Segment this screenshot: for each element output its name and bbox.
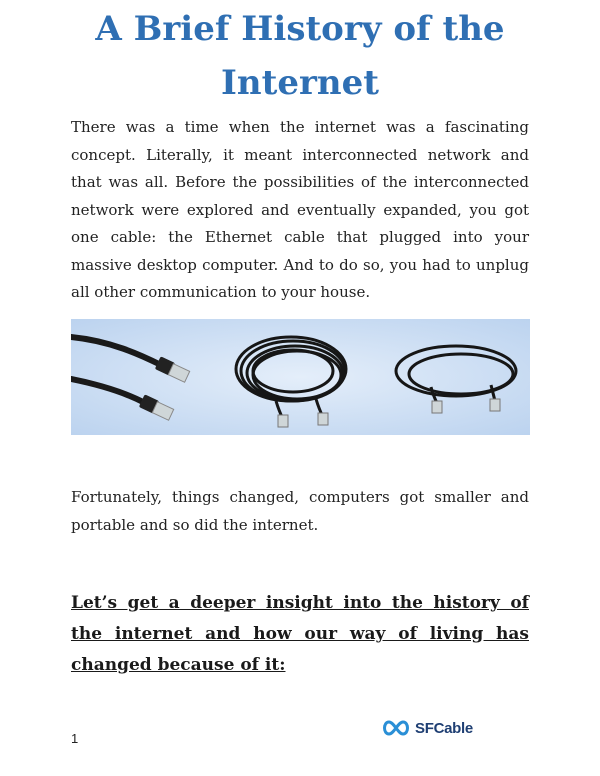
section-heading: Let’s get a deeper insight into the history of the internet and how our way of living has changed because of it: xyxy=(71,593,529,675)
page-title: A Brief History of the Internet xyxy=(95,9,505,103)
page-number: 1 xyxy=(71,731,79,746)
infinity-logo-icon xyxy=(381,718,411,738)
intro-paragraph: There was a time when the internet was a fascinating concept. Literally, it meant interconnected network and that was all. Before the possibilities of the interconnected network were explored and eventually expanded, you got one cable: the Ethernet cable that plugged into your massive desktop computer. And to do so, you had to unplug all other communication to your house. xyxy=(71,118,529,301)
sfcable-logo xyxy=(381,717,473,739)
logo-text: SFCable xyxy=(415,719,473,737)
second-paragraph: Fortunately, things changed, computers got smaller and portable and so did the internet. xyxy=(71,488,529,534)
ethernet-cables-image xyxy=(71,319,530,435)
